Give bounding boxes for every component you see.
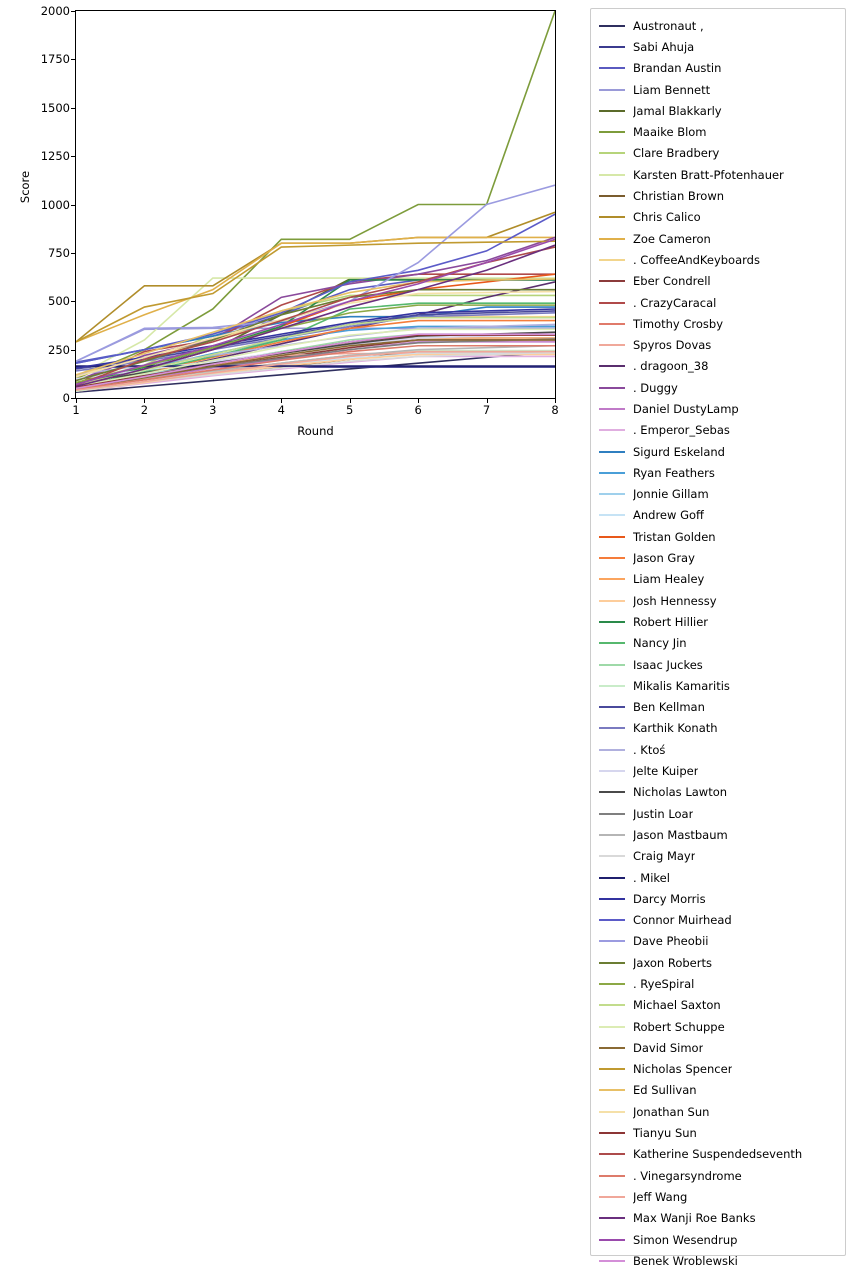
legend-color-swatch (599, 1132, 625, 1134)
x-tick-label: 4 (277, 403, 285, 417)
plot-area (0, 0, 580, 440)
legend-item-label: Jason Mastbaum (633, 827, 728, 842)
legend-color-swatch (599, 387, 625, 389)
legend-color-swatch (599, 25, 625, 27)
legend-item-label: Michael Saxton (633, 998, 721, 1013)
legend-item[interactable] (599, 1101, 839, 1122)
axes-frame (75, 10, 556, 399)
legend-item-label: Spyros Dovas (633, 338, 712, 353)
y-tick-label: 1250 (40, 149, 70, 164)
legend-item-label: Liam Healey (633, 572, 705, 587)
legend-item-label: Josh Hennessy (633, 593, 717, 608)
legend-item-label: Timothy Crosby (633, 316, 724, 331)
x-tick-mark (281, 399, 282, 403)
legend-item-label: Craig Mayr (633, 849, 696, 864)
legend-color-swatch (599, 152, 625, 154)
legend-item-label: Jelte Kuiper (633, 764, 699, 779)
legend-item[interactable] (599, 462, 839, 483)
x-tick-label: 2 (140, 403, 149, 417)
y-tick-mark (71, 205, 75, 206)
legend-item-label: Liam Bennett (633, 82, 711, 97)
x-tick-label: 6 (414, 403, 422, 417)
y-axis-ticks (0, 4, 70, 405)
y-tick-label: 1750 (40, 52, 70, 67)
legend-color-swatch (599, 919, 625, 921)
legend-item-label: Justin Loar (633, 806, 694, 821)
legend-color-swatch (599, 365, 625, 367)
legend-item[interactable] (599, 888, 839, 909)
legend-item-label: Robert Hillier (633, 614, 709, 629)
legend-item-label: Tristan Golden (633, 529, 716, 544)
legend-item-label: Sabi Ahuja (633, 39, 695, 54)
legend-item[interactable] (599, 846, 839, 867)
x-tick-mark (213, 399, 214, 403)
legend-item[interactable] (599, 1080, 839, 1101)
legend-item[interactable] (599, 1229, 839, 1250)
legend-item-label: Jason Gray (633, 551, 695, 566)
legend-item[interactable] (599, 207, 839, 228)
legend-color-swatch (599, 1239, 625, 1241)
legend-item-label: Ben Kellman (633, 700, 705, 715)
legend-item[interactable] (599, 58, 839, 79)
legend-item[interactable] (599, 526, 839, 547)
x-tick-mark (555, 399, 556, 403)
legend-item-label: Karthik Konath (633, 721, 718, 736)
legend-color-swatch (599, 962, 625, 964)
legend-color-swatch (599, 706, 625, 708)
legend-color-swatch (599, 983, 625, 985)
legend-color-swatch (599, 1111, 625, 1113)
legend-color-swatch (599, 621, 625, 623)
legend-item-label: . Vinegarsyndrome (633, 1168, 742, 1183)
y-tick-label: 0 (62, 391, 70, 405)
series-line (76, 212, 555, 342)
y-tick-mark (71, 59, 75, 60)
legend-color-swatch (599, 131, 625, 133)
legend-color-swatch (599, 46, 625, 48)
x-tick-mark (418, 399, 419, 403)
legend-item[interactable] (599, 1250, 839, 1271)
legend-color-swatch (599, 834, 625, 836)
legend-item[interactable] (599, 1144, 839, 1165)
legend-color-swatch (599, 642, 625, 644)
legend-item[interactable] (599, 590, 839, 611)
y-tick-mark (71, 108, 75, 109)
legend-color-swatch (599, 770, 625, 772)
legend-item-label: Nicholas Lawton (633, 785, 728, 800)
legend-item[interactable] (599, 1186, 839, 1207)
y-tick-mark (71, 301, 75, 302)
legend-item-label: Ed Sullivan (633, 1083, 697, 1098)
legend-item-label: Sigurd Eskeland (633, 444, 725, 459)
legend-item[interactable] (599, 569, 839, 590)
legend-color-swatch (599, 664, 625, 666)
legend-color-swatch (599, 195, 625, 197)
legend-item-label: Christian Brown (633, 189, 725, 204)
legend-color-swatch (599, 89, 625, 91)
legend-item[interactable] (599, 803, 839, 824)
legend-item-label: . Emperor_Sebas (633, 423, 730, 438)
legend-item[interactable] (599, 1059, 839, 1080)
legend-item[interactable] (599, 249, 839, 270)
y-tick-label: 500 (48, 294, 70, 309)
legend-item[interactable] (599, 185, 839, 206)
x-tick-label: 8 (551, 403, 559, 417)
legend-item-label: . Mikel (633, 870, 670, 885)
legend-color-swatch (599, 877, 625, 879)
legend-item[interactable] (599, 782, 839, 803)
legend-item-label: David Simor (633, 1040, 704, 1055)
y-tick-mark (71, 11, 75, 12)
legend-item[interactable] (599, 484, 839, 505)
legend-color-swatch (599, 940, 625, 942)
legend-item-label: Jonnie Gillam (633, 487, 709, 502)
legend-color-swatch (599, 110, 625, 112)
legend-item-label: Maaike Blom (633, 125, 707, 140)
legend-item[interactable] (599, 931, 839, 952)
legend-color-swatch (599, 749, 625, 751)
legend-item-label: Nicholas Spencer (633, 1062, 733, 1077)
legend-color-swatch (599, 813, 625, 815)
legend-item[interactable] (599, 164, 839, 185)
legend-item-label: Andrew Goff (633, 508, 704, 523)
legend-item[interactable] (599, 15, 839, 36)
legend-item-label: Karsten Bratt-Pfotenhauer (633, 167, 784, 182)
legend-item-label: Jeff Wang (633, 1189, 688, 1204)
legend-item-label: Benek Wroblewski (633, 1253, 738, 1268)
y-tick-label: 250 (48, 342, 70, 357)
y-tick-mark (71, 398, 75, 399)
legend-item[interactable] (599, 697, 839, 718)
legend-color-swatch (599, 451, 625, 453)
legend-item[interactable] (599, 334, 839, 355)
legend-item-label: Clare Bradbery (633, 146, 720, 161)
series-line (76, 11, 555, 379)
legend-color-swatch (599, 216, 625, 218)
legend-item-label: Katherine Suspendedseventh (633, 1147, 803, 1162)
legend-item[interactable] (599, 611, 839, 632)
legend-color-swatch (599, 536, 625, 538)
legend-item[interactable] (599, 654, 839, 675)
legend-item[interactable] (599, 718, 839, 739)
legend-item[interactable] (599, 867, 839, 888)
legend-color-swatch (599, 898, 625, 900)
legend-color-swatch (599, 1004, 625, 1006)
legend-item-label: . CoffeeAndKeyboards (633, 252, 760, 267)
y-tick-label: 2000 (40, 4, 70, 18)
legend-color-swatch (599, 408, 625, 410)
legend-item[interactable] (599, 377, 839, 398)
legend-item[interactable] (599, 1037, 839, 1058)
legend-color-swatch (599, 302, 625, 304)
legend-item-label: Jonathan Sun (633, 1104, 710, 1119)
legend-color-swatch (599, 323, 625, 325)
legend-color-swatch (599, 1196, 625, 1198)
legend-color-swatch (599, 1068, 625, 1070)
x-tick-label: 3 (209, 403, 217, 417)
legend-item-label: . Duggy (633, 380, 678, 395)
legend-color-swatch (599, 493, 625, 495)
legend-item[interactable] (599, 739, 839, 760)
x-tick-label: 5 (346, 403, 354, 417)
y-tick-label: 1500 (40, 100, 70, 115)
x-tick-label: 7 (482, 403, 491, 417)
legend-color-swatch (599, 791, 625, 793)
legend-item-label: Isaac Juckes (633, 657, 703, 672)
legend-color-swatch (599, 1175, 625, 1177)
legend-item[interactable] (599, 121, 839, 142)
legend-item[interactable] (599, 36, 839, 57)
legend-color-swatch (599, 557, 625, 559)
legend-item-label: Tianyu Sun (633, 1126, 697, 1141)
legend (590, 8, 846, 1268)
series-lines (76, 11, 555, 398)
legend-item[interactable] (599, 952, 839, 973)
x-axis-label: Round (297, 424, 334, 438)
legend-item-label: . CrazyCaracal (633, 295, 717, 310)
legend-item-label: Darcy Morris (633, 891, 706, 906)
legend-item[interactable] (599, 1208, 839, 1229)
x-tick-mark (350, 399, 351, 403)
legend-item[interactable] (599, 909, 839, 930)
x-tick-mark (76, 399, 77, 403)
legend-list (599, 15, 839, 1272)
legend-color-swatch (599, 344, 625, 346)
y-tick-label: 1000 (40, 197, 70, 212)
legend-color-swatch (599, 280, 625, 282)
legend-color-swatch (599, 259, 625, 261)
x-tick-mark (487, 399, 488, 403)
legend-item-label: Ryan Feathers (633, 465, 715, 480)
legend-color-swatch (599, 514, 625, 516)
legend-item-label: Austronaut , (633, 18, 704, 33)
legend-item[interactable] (599, 547, 839, 568)
legend-item-label: Brandan Austin (633, 61, 722, 76)
legend-item[interactable] (599, 633, 839, 654)
legend-item[interactable] (599, 505, 839, 526)
legend-item[interactable] (599, 1165, 839, 1186)
legend-color-swatch (599, 1026, 625, 1028)
legend-item[interactable] (599, 100, 839, 121)
legend-color-swatch (599, 238, 625, 240)
legend-item-label: Connor Muirhead (633, 913, 732, 928)
legend-color-swatch (599, 727, 625, 729)
legend-item[interactable] (599, 441, 839, 462)
legend-item-label: Zoe Cameron (633, 231, 711, 246)
x-axis-ticks (72, 403, 559, 419)
legend-color-swatch (599, 1047, 625, 1049)
legend-item[interactable] (599, 824, 839, 845)
legend-color-swatch (599, 1089, 625, 1091)
y-tick-label: 750 (48, 245, 70, 260)
legend-item-label: Nancy Jin (633, 636, 687, 651)
legend-color-swatch (599, 855, 625, 857)
legend-item[interactable] (599, 675, 839, 696)
legend-item[interactable] (599, 292, 839, 313)
legend-color-swatch (599, 1260, 625, 1262)
legend-item[interactable] (599, 143, 839, 164)
legend-item-label: Mikalis Kamaritis (633, 678, 730, 693)
y-tick-mark (71, 156, 75, 157)
x-tick-label: 1 (72, 403, 80, 417)
legend-item-label: Eber Condrell (633, 274, 711, 289)
legend-item-label: Jaxon Roberts (633, 955, 712, 970)
legend-item[interactable] (599, 79, 839, 100)
legend-item-label: Jamal Blakkarly (633, 103, 722, 118)
legend-item[interactable] (599, 313, 839, 334)
legend-item-label: Dave Pheobii (633, 934, 709, 949)
legend-item[interactable] (599, 1016, 839, 1037)
legend-item[interactable] (599, 356, 839, 377)
y-tick-mark (71, 253, 75, 254)
legend-item-label: Daniel DustyLamp (633, 401, 739, 416)
legend-color-swatch (599, 685, 625, 687)
legend-item[interactable] (599, 271, 839, 292)
legend-color-swatch (599, 578, 625, 580)
legend-item[interactable] (599, 398, 839, 419)
legend-item[interactable] (599, 760, 839, 781)
legend-item-label: Max Wanji Roe Banks (633, 1211, 756, 1226)
legend-item-label: . Ktoś (633, 742, 666, 757)
legend-color-swatch (599, 472, 625, 474)
legend-item-label: Chris Calico (633, 210, 701, 225)
legend-item[interactable] (599, 228, 839, 249)
legend-item-label: . RyeSpiral (633, 977, 695, 991)
legend-item[interactable] (599, 995, 839, 1016)
y-axis-label: Score (18, 170, 32, 204)
legend-item-label: Simon Wesendrup (633, 1232, 738, 1247)
y-tick-mark (71, 350, 75, 351)
legend-item[interactable] (599, 1122, 839, 1143)
legend-color-swatch (599, 600, 625, 602)
legend-item-label: Robert Schuppe (633, 1019, 725, 1034)
legend-color-swatch (599, 67, 625, 69)
legend-color-swatch (599, 1217, 625, 1219)
legend-item[interactable] (599, 973, 839, 994)
legend-color-swatch (599, 174, 625, 176)
x-tick-mark (144, 399, 145, 403)
legend-color-swatch (599, 1153, 625, 1155)
legend-item[interactable] (599, 420, 839, 441)
legend-color-swatch (599, 429, 625, 431)
legend-item-label: . dragoon_38 (633, 359, 709, 374)
